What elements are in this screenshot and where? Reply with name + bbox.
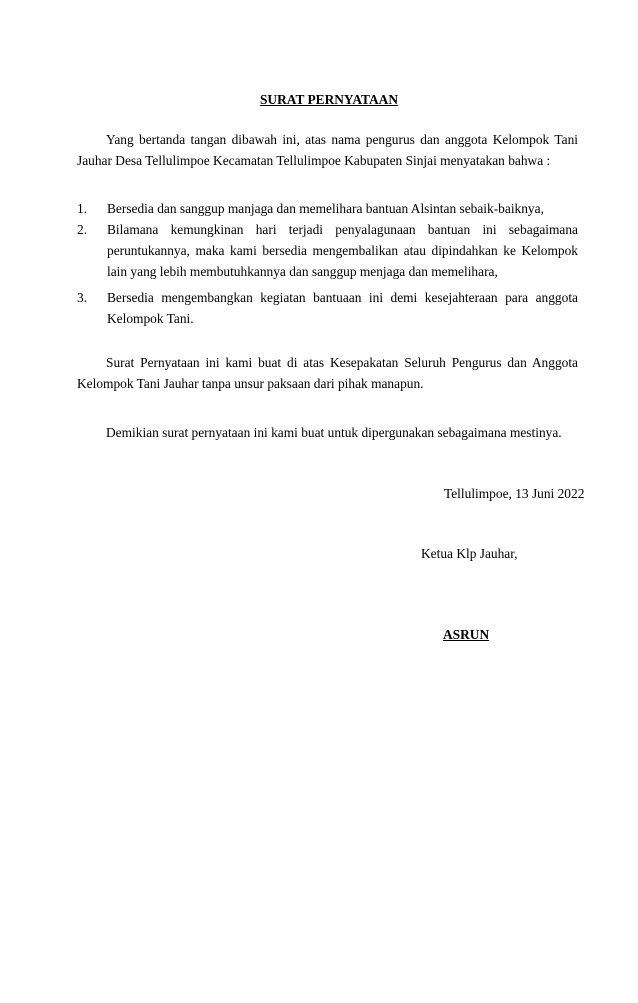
list-item <box>77 287 578 329</box>
list-item <box>77 198 578 219</box>
document-title: SURAT PERNYATAAN <box>259 92 399 107</box>
intro-text: Yang bertanda tangan dibawah ini, atas nama pengurus dan anggota Kelompok Tani Jauhar Desa Tellulimpoe Kecamatan Tellulimpoe Kabupaten Sinjai menyatakan bahwa : <box>77 132 578 168</box>
place-date: Tellulimpoe, 13 Juni 2022 <box>444 486 585 501</box>
signer-title: Ketua Klp Jauhar, <box>421 546 518 561</box>
list-item-text: Bersedia dan sanggup manjaga dan memelihara bantuan Alsintan sebaik-baiknya, <box>107 201 544 216</box>
list-item-text: Bilamana kemungkinan hari terjadi penyalagunaan bantuan ini sebagaimana peruntukannya, maka kami bersedia mengembalikan atau dipindahkan ke Kelompok lain yang lebih membutuhkannya dan sanggup menjaga dan memelihara, <box>107 222 578 279</box>
statement-text: Surat Pernyataan ini kami buat di atas Kesepakatan Seluruh Pengurus dan Anggota Kelompok Tani Jauhar tanpa unsur paksaan dari pihak manapun. <box>77 355 578 391</box>
statement-paragraph <box>77 352 578 394</box>
intro-paragraph <box>77 129 578 171</box>
list-item <box>77 219 578 282</box>
list-item-number: 3. <box>77 290 88 305</box>
list-item-number: 2. <box>77 222 88 237</box>
list-item-text: Bersedia mengembangkan kegiatan bantuaan ini demi kesejahteraan para anggota Kelompok Tani. <box>107 290 578 326</box>
signer-name: ASRUN <box>443 627 490 642</box>
closing-text: Demikian surat pernyataan ini kami buat untuk dipergunakan sebagaimana mestinya. <box>106 425 562 440</box>
list-item-number: 1. <box>77 201 88 216</box>
closing-paragraph <box>77 422 578 443</box>
